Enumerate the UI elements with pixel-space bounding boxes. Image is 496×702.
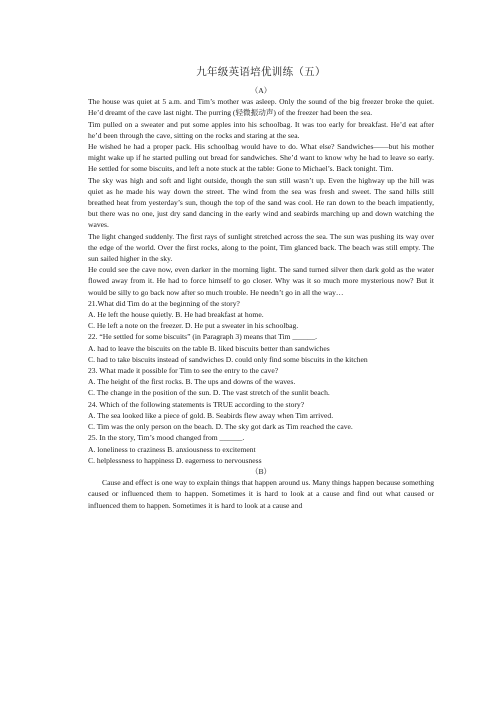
passage-a [88, 96, 434, 298]
question-options: C. The change in the position of the sun. D. The vast stretch of the sunlit beach. [88, 388, 330, 398]
question-21 [88, 298, 434, 332]
question-25 [88, 432, 434, 466]
question-options: A. The sea looked like a piece of gold. B. Seabirds flew away when Tim arrived. [88, 410, 334, 420]
question-options: C. had to take biscuits instead of sandwiches D. could only find some biscuits in the kitchen [88, 354, 368, 364]
page-title: 九年级英语培优训练（五） [196, 66, 326, 78]
passage-a-paragraph-2: Tim pulled on a sweater and put some apples into his schoolbag. It was too early for breakfast. He’d eat after he’d been through the cave, sitting on the rocks and staring at the sea. [88, 119, 434, 140]
passage-a-paragraph-3: He wished he had a proper pack. His schoolbag would have to do. What else? Sandwiches——but his mother might wake up if he started pulling out bread for sandwiches. She’d want to know why he had to leave so early. He settled for some biscuits, and left a note stuck at the table: Gone to Michael’s. Back tonight. Tim. [88, 142, 434, 174]
question-options: A. He left the house quietly. B. He had breakfast at home. [88, 310, 264, 320]
question-23 [88, 365, 434, 399]
question-stem: 21.What did Tim do at the beginning of the story? [88, 298, 240, 308]
question-options: C. helplessness to happiness D. eagerness to nervousness [88, 455, 262, 465]
question-stem: 22. “He settled for some biscuits” (in Paragraph 3) means that Tim ______. [88, 332, 318, 342]
question-stem: 23. What made it possible for Tim to see the entry to the cave? [88, 366, 279, 376]
question-stem: 25. In the story, Tim’s mood changed from ______. [88, 433, 245, 443]
passage-b-paragraph-1: Cause and effect is one way to explain things that happen around us. Many things happen because something caused or influenced them to happen. Sometimes it is hard to look at a cause and find out what caused or influenced them to happen. Sometimes it is hard to look at a cause and [88, 478, 434, 510]
section-b-heading: （B） [250, 466, 272, 476]
passage-a-paragraph-6: He could see the cave now, even darker in the morning light. The sand turned silver then dark gold as the water flowed away from it. He had to force himself to go closer. Why was it so much more mysterious now? But it would be silly to go back now after so much trouble. He needn’t go in all the way… [88, 265, 434, 297]
passage-a-paragraph-4: The sky was high and soft and light outside, though the sun still wasn’t up. Even the highway up the hill was quiet as he made his way down the street. The wind from the sea was fresh and sweet. The sand hills still breathed heat from yesterday’s sun, though the top of the sand was cool. He ran down to the beach impatiently, but there was no one, just dry sand dancing in the early wind and seabirds marching up and down watching the waves. [88, 175, 434, 230]
section-a-heading: （A） [250, 86, 272, 95]
question-options: C. Tim was the only person on the beach. D. The sky got dark as Tim reached the cave. [88, 422, 353, 432]
passage-a-paragraph-1: The house was quiet at 5 a.m. and Tim’s mother was asleep. Only the sound of the big freezer broke the quiet. He’d dreamt of the cave last night. The purring (轻微振动声) of the freezer had been the sea. [88, 97, 434, 118]
passage-a-paragraph-5: The light changed suddenly. The first rays of sunlight stretched across the sea. The sun was pushing its way over the edge of the world. Over the first rocks, along to the point, Tim glanced back. The beach was still empty. The sun sailed higher in the sky. [88, 231, 434, 264]
question-list [88, 298, 434, 466]
question-24 [88, 399, 434, 433]
question-22 [88, 331, 434, 365]
question-options: C. He left a note on the freezer. D. He put a sweater in his schoolbag. [88, 321, 299, 331]
question-options: A. had to leave the biscuits on the table B. liked biscuits better than sandwiches [88, 343, 330, 353]
question-stem: 24. Which of the following statements is TRUE according to the story? [88, 399, 305, 409]
question-options: A. The height of the first rocks. B. The ups and downs of the waves. [88, 377, 296, 387]
question-options: A. loneliness to craziness B. anxiousness to excitement [88, 444, 256, 454]
